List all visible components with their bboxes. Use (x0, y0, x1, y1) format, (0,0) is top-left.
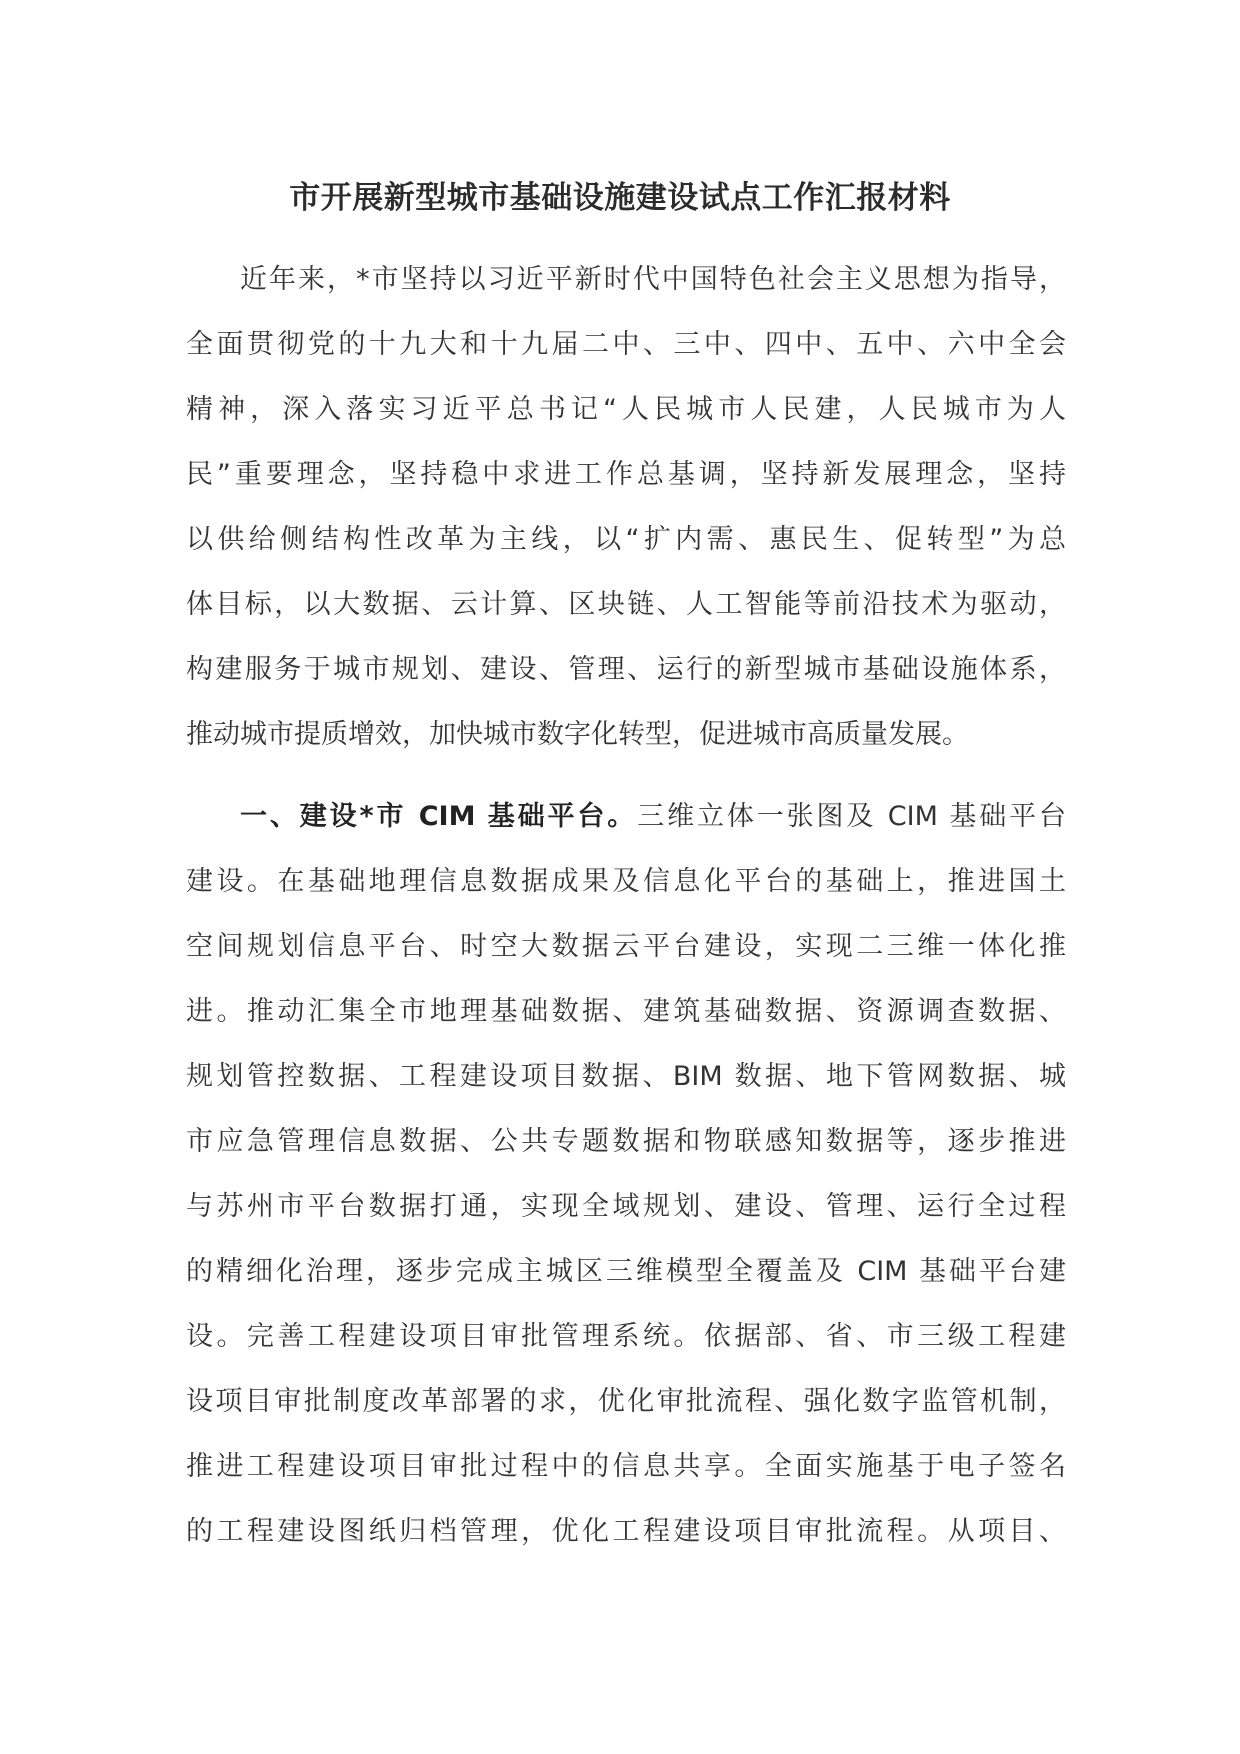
section-first-line (186, 784, 1066, 849)
text-line: 推动城市提质增效，加快城市数字化转型，促进城市高质量发展。 (186, 719, 969, 750)
text-line: 与苏州市平台数据打通，实现全域规划、建设、管理、运行全过程 (186, 1191, 1066, 1222)
paragraph-section-1 (186, 784, 1066, 1564)
text-line: 民”重要理念，坚持稳中求进工作总基调，坚持新发展理念，坚持 (186, 459, 1066, 490)
text-line: 建设。在基础地理信息数据成果及信息化平台的基础上，推进国土 (186, 866, 1066, 897)
text-line: 全面贯彻党的十九大和十九届二中、三中、四中、五中、六中全会 (186, 329, 1066, 360)
text-line: 设。完善工程建设项目审批管理系统。依据部、省、市三级工程建 (186, 1321, 1066, 1352)
text-line: 的工程建设图纸归档管理，优化工程建设项目审批流程。从项目、 (186, 1516, 1066, 1547)
text-line: 体目标，以大数据、云计算、区块链、人工智能等前沿技术为驱动， (186, 589, 1066, 620)
text-line: 的精细化治理，逐步完成主城区三维模型全覆盖及 CIM 基础平台建 (186, 1256, 1066, 1287)
section-first-line-text: 三维立体一张图及 CIM 基础平台 (637, 801, 1066, 832)
text-line: 规划管控数据、工程建设项目数据、BIM 数据、地下管网数据、城 (186, 1061, 1066, 1092)
text-line: 市应急管理信息数据、公共专题数据和物联感知数据等，逐步推进 (186, 1126, 1066, 1157)
paragraph-intro (186, 247, 1066, 767)
text-line: 精神，深入落实习近平总书记“人民城市人民建，人民城市为人 (186, 394, 1066, 425)
text-line: 推进工程建设项目审批过程中的信息共享。全面实施基于电子签名 (186, 1451, 1066, 1482)
text-line: 空间规划信息平台、时空大数据云平台建设，实现二三维一体化推 (186, 931, 1066, 962)
text-line: 进。推动汇集全市地理基础数据、建筑基础数据、资源调查数据、 (186, 996, 1066, 1027)
text-line: 构建服务于城市规划、建设、管理、运行的新型城市基础设施体系， (186, 654, 1066, 685)
text-line: 近年来，*市坚持以习近平新时代中国特色社会主义思想为指导， (240, 264, 1066, 295)
text-line: 设项目审批制度改革部署的求，优化审批流程、强化数字监管机制， (186, 1386, 1066, 1417)
document-title: 市开展新型城市基础设施建设试点工作汇报材料 (289, 180, 951, 216)
section-heading: 一、建设*市 CIM 基础平台。 (240, 801, 638, 832)
text-line: 以供给侧结构性改革为主线，以“扩内需、惠民生、促转型”为总 (186, 524, 1066, 555)
